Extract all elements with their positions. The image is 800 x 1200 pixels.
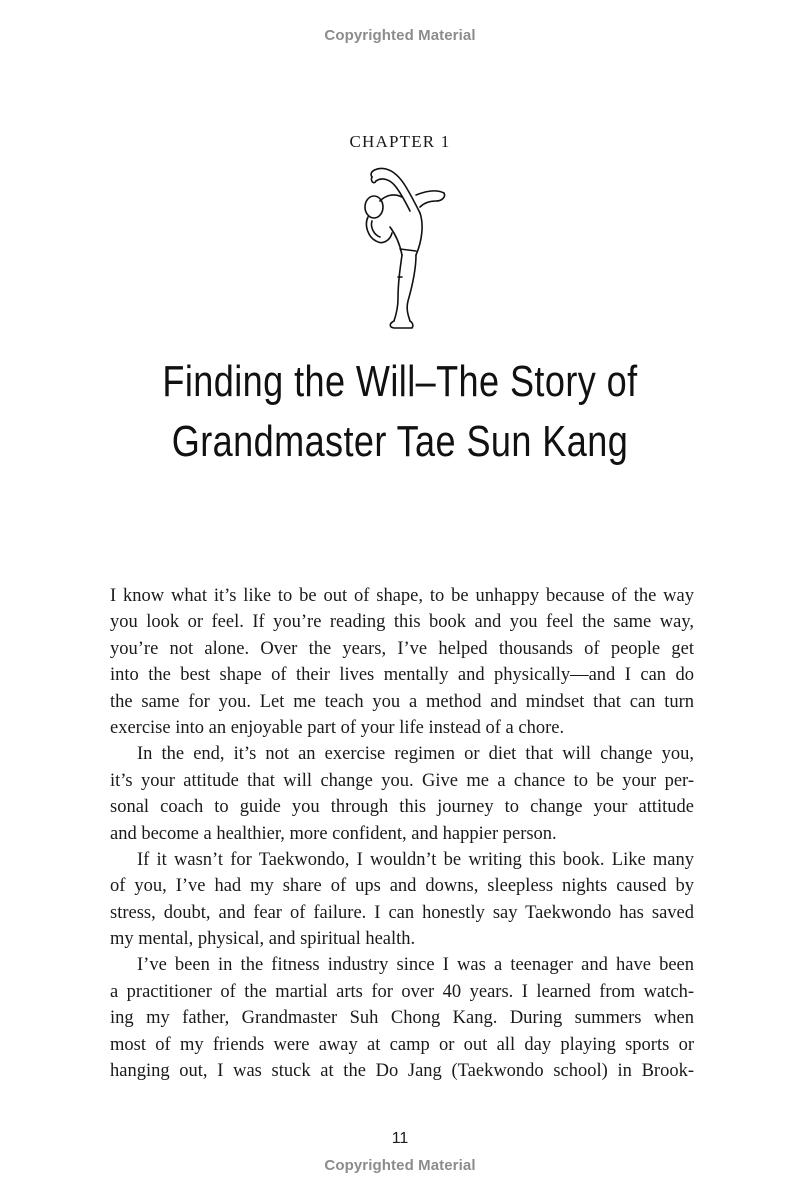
text-line: ing my father, Grandmaster Suh Chong Kang. During summers when bbox=[110, 1008, 694, 1029]
chapter-title-line-2: Grandmaster Tae Sun Kang bbox=[171, 417, 629, 466]
text-line: into the best shape of their lives mentally and physically—and I can do bbox=[110, 665, 694, 686]
chapter-label: CHAPTER 1 bbox=[349, 132, 451, 151]
chapter-title bbox=[121, 352, 679, 472]
watermark-bottom: Copyrighted Material bbox=[324, 1157, 476, 1174]
text-line: exercise into an enjoyable part of your life instead of a chore. bbox=[110, 717, 565, 738]
text-line: you look or feel. If you’re reading this book and you feel the same way, bbox=[110, 612, 694, 633]
text-line: I’ve been in the fitness industry since I was a teenager and have been bbox=[137, 955, 694, 976]
watermark-top: Copyrighted Material bbox=[324, 27, 476, 44]
text-line: I know what it’s like to be out of shape, to be unhappy because of the way bbox=[110, 586, 694, 606]
text-line: my mental, physical, and spiritual health. bbox=[110, 929, 416, 950]
text-line: a practitioner of the martial arts for over 40 years. I learned from watch- bbox=[110, 981, 694, 1002]
text-line: of you, I’ve had my share of ups and downs, sleepless nights caused by bbox=[110, 876, 694, 897]
text-line: If it wasn’t for Taekwondo, I wouldn’t be writing this book. Like many bbox=[137, 849, 694, 870]
text-line: most of my friends were away at camp or out all day playing sports or bbox=[110, 1034, 694, 1055]
text-line: and become a healthier, more confident, and happier person. bbox=[110, 823, 557, 844]
martial-artist-high-kick-icon bbox=[350, 165, 450, 335]
chapter-title-line-1: Finding the Will–The Story of bbox=[162, 357, 638, 406]
text-line: stress, doubt, and fear of failure. I can honestly say Taekwondo has saved bbox=[110, 902, 694, 923]
body-text bbox=[110, 583, 694, 1084]
text-line: sonal coach to guide you through this journey to change your attitude bbox=[110, 797, 694, 818]
text-line: it’s your attitude that will change you. Give me a chance to be your per- bbox=[110, 770, 694, 791]
text-line: you’re not alone. Over the years, I’ve helped thousands of people get bbox=[110, 638, 694, 659]
page-number: 11 bbox=[391, 1130, 409, 1147]
text-line: the same for you. Let me teach you a method and mindset that can turn bbox=[110, 691, 694, 712]
text-line: hanging out, I was stuck at the Do Jang (Taekwondo school) in Brook- bbox=[110, 1061, 694, 1082]
text-line: In the end, it’s not an exercise regimen or diet that will change you, bbox=[137, 744, 694, 765]
